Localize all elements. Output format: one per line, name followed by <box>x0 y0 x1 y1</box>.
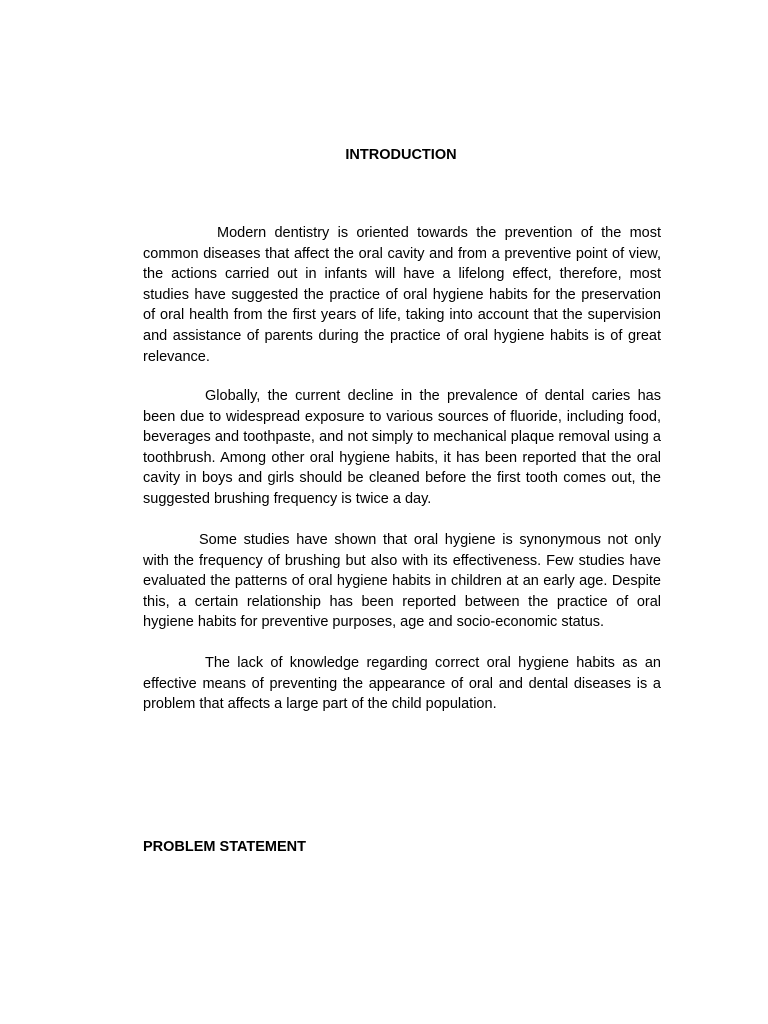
introduction-heading: INTRODUCTION <box>345 147 457 163</box>
intro-paragraph-1: Modern dentistry is oriented towards the prevention of the most common diseases that affect the oral cavity and from a preventive point of view, the actions carried out in infants will have a lifelong effect, therefore, most studies have suggested the practice of oral hygiene habits for the preservation of oral health from the first years of life, taking into account that the supervision and assistance of parents during the practice of oral hygiene habits is of great relevance. <box>143 225 661 365</box>
intro-paragraph-2: Globally, the current decline in the prevalence of dental caries has been due to widespread exposure to various sources of fluoride, including food, beverages and toothpaste, and not simply to mechanical plaque removal using a toothbrush. Among other oral hygiene habits, it has been reported that the oral cavity in boys and girls should be cleaned before the first tooth comes out, the suggested brushing frequency is twice a day. <box>143 388 661 507</box>
intro-paragraph-4: The lack of knowledge regarding correct oral hygiene habits as an effective means of preventing the appearance of oral and dental diseases is a problem that affects a large part of the child population. <box>143 655 661 713</box>
intro-paragraph-3: Some studies have shown that oral hygiene is synonymous not only with the frequency of brushing but also with its effectiveness. Few studies have evaluated the patterns of oral hygiene habits in children at an early age. Despite this, a certain relationship has been reported between the practice of oral hygiene habits for preventive purposes, age and socio-economic status. <box>143 532 661 631</box>
problem-statement-heading: PROBLEM STATEMENT <box>143 839 306 855</box>
